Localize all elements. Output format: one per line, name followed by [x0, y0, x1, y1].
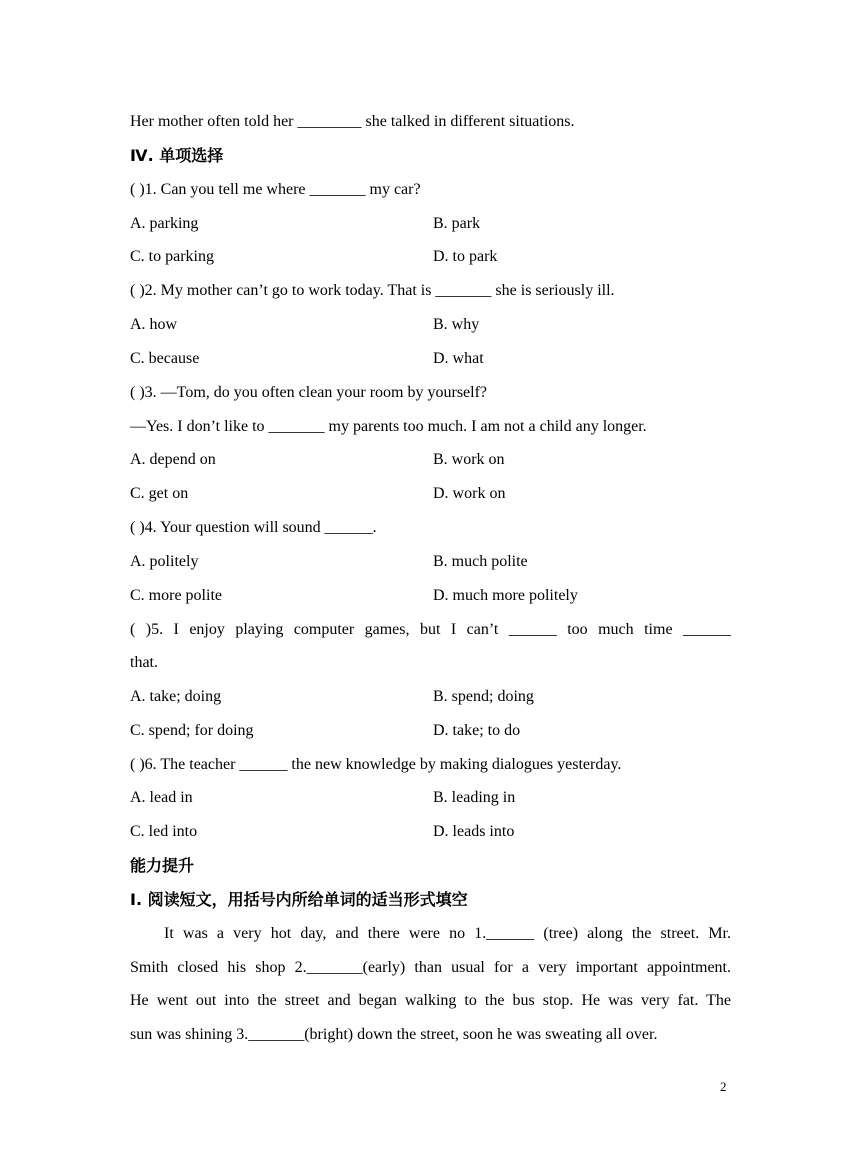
question-6-option-b: B. leading in	[433, 789, 516, 806]
question-2-option-d: D. what	[433, 350, 484, 367]
question-5-option-d: D. take; to do	[433, 722, 521, 739]
question-6-option-d: D. leads into	[433, 823, 515, 840]
passage-line-2: Smith closed his shop 2._______(early) than usual for a very important appointment.	[130, 959, 731, 976]
question-6-option-a: A. lead in	[130, 789, 193, 806]
question-1-option-c: C. to parking	[130, 248, 214, 265]
question-4-option-c: C. more polite	[130, 587, 222, 604]
question-5-stem: ( )5. I enjoy playing computer games, but I can’t ______ too much time ______	[130, 621, 731, 638]
question-5-option-c: C. spend; for doing	[130, 722, 254, 739]
question-6-option-c: C. led into	[130, 823, 198, 840]
question-2-option-b: B. why	[433, 316, 480, 333]
question-2-option-a: A. how	[130, 316, 178, 333]
passage-line-3: He went out into the street and began walking to the bus stop. He was very fat. The	[130, 992, 731, 1009]
question-1-option-d: D. to park	[433, 248, 498, 265]
question-3-option-a: A. depend on	[130, 451, 216, 468]
question-4-option-b: B. much polite	[433, 553, 528, 570]
section-1-title: Ⅰ. 阅读短文，用括号内所给单词的适当形式填空	[130, 890, 468, 909]
passage-line-4: sun was shining 3._______(bright) down the street, soon he was sweating all over.	[130, 1026, 658, 1043]
section-4-title: Ⅳ. 单项选择	[130, 146, 224, 165]
question-2-option-c: C. because	[130, 350, 200, 367]
question-6-stem: ( )6. The teacher ______ the new knowledge by making dialogues yesterday.	[130, 756, 622, 773]
question-3-option-c: C. get on	[130, 485, 189, 502]
question-2-stem: ( )2. My mother can’t go to work today. That is _______ she is seriously ill.	[130, 282, 615, 299]
question-3-stem: ( )3. —Tom, do you often clean your room by yourself?	[130, 384, 488, 401]
ability-title: 能力提升	[130, 856, 195, 875]
question-5-option-b: B. spend; doing	[433, 688, 534, 705]
question-5-option-a: A. take; doing	[130, 688, 222, 705]
question-4-option-d: D. much more politely	[433, 587, 578, 604]
page-number: 2	[720, 1079, 727, 1094]
intro-sentence: Her mother often told her ________ she talked in different situations.	[130, 113, 575, 130]
question-1-stem: ( )1. Can you tell me where _______ my car?	[130, 181, 421, 198]
question-3-stem-reply: —Yes. I don’t like to _______ my parents too much. I am not a child any longer.	[130, 418, 647, 435]
question-3-option-b: B. work on	[433, 451, 505, 468]
question-4-stem: ( )4. Your question will sound ______.	[130, 519, 377, 536]
question-4-option-a: A. politely	[130, 553, 199, 570]
question-3-option-d: D. work on	[433, 485, 506, 502]
question-1-option-b: B. park	[433, 215, 481, 232]
question-1-option-a: A. parking	[130, 215, 199, 232]
question-5-stem-continued: that.	[130, 654, 158, 671]
passage-line-1: It was a very hot day, and there were no 1.______ (tree) along the street. Mr.	[164, 925, 731, 942]
